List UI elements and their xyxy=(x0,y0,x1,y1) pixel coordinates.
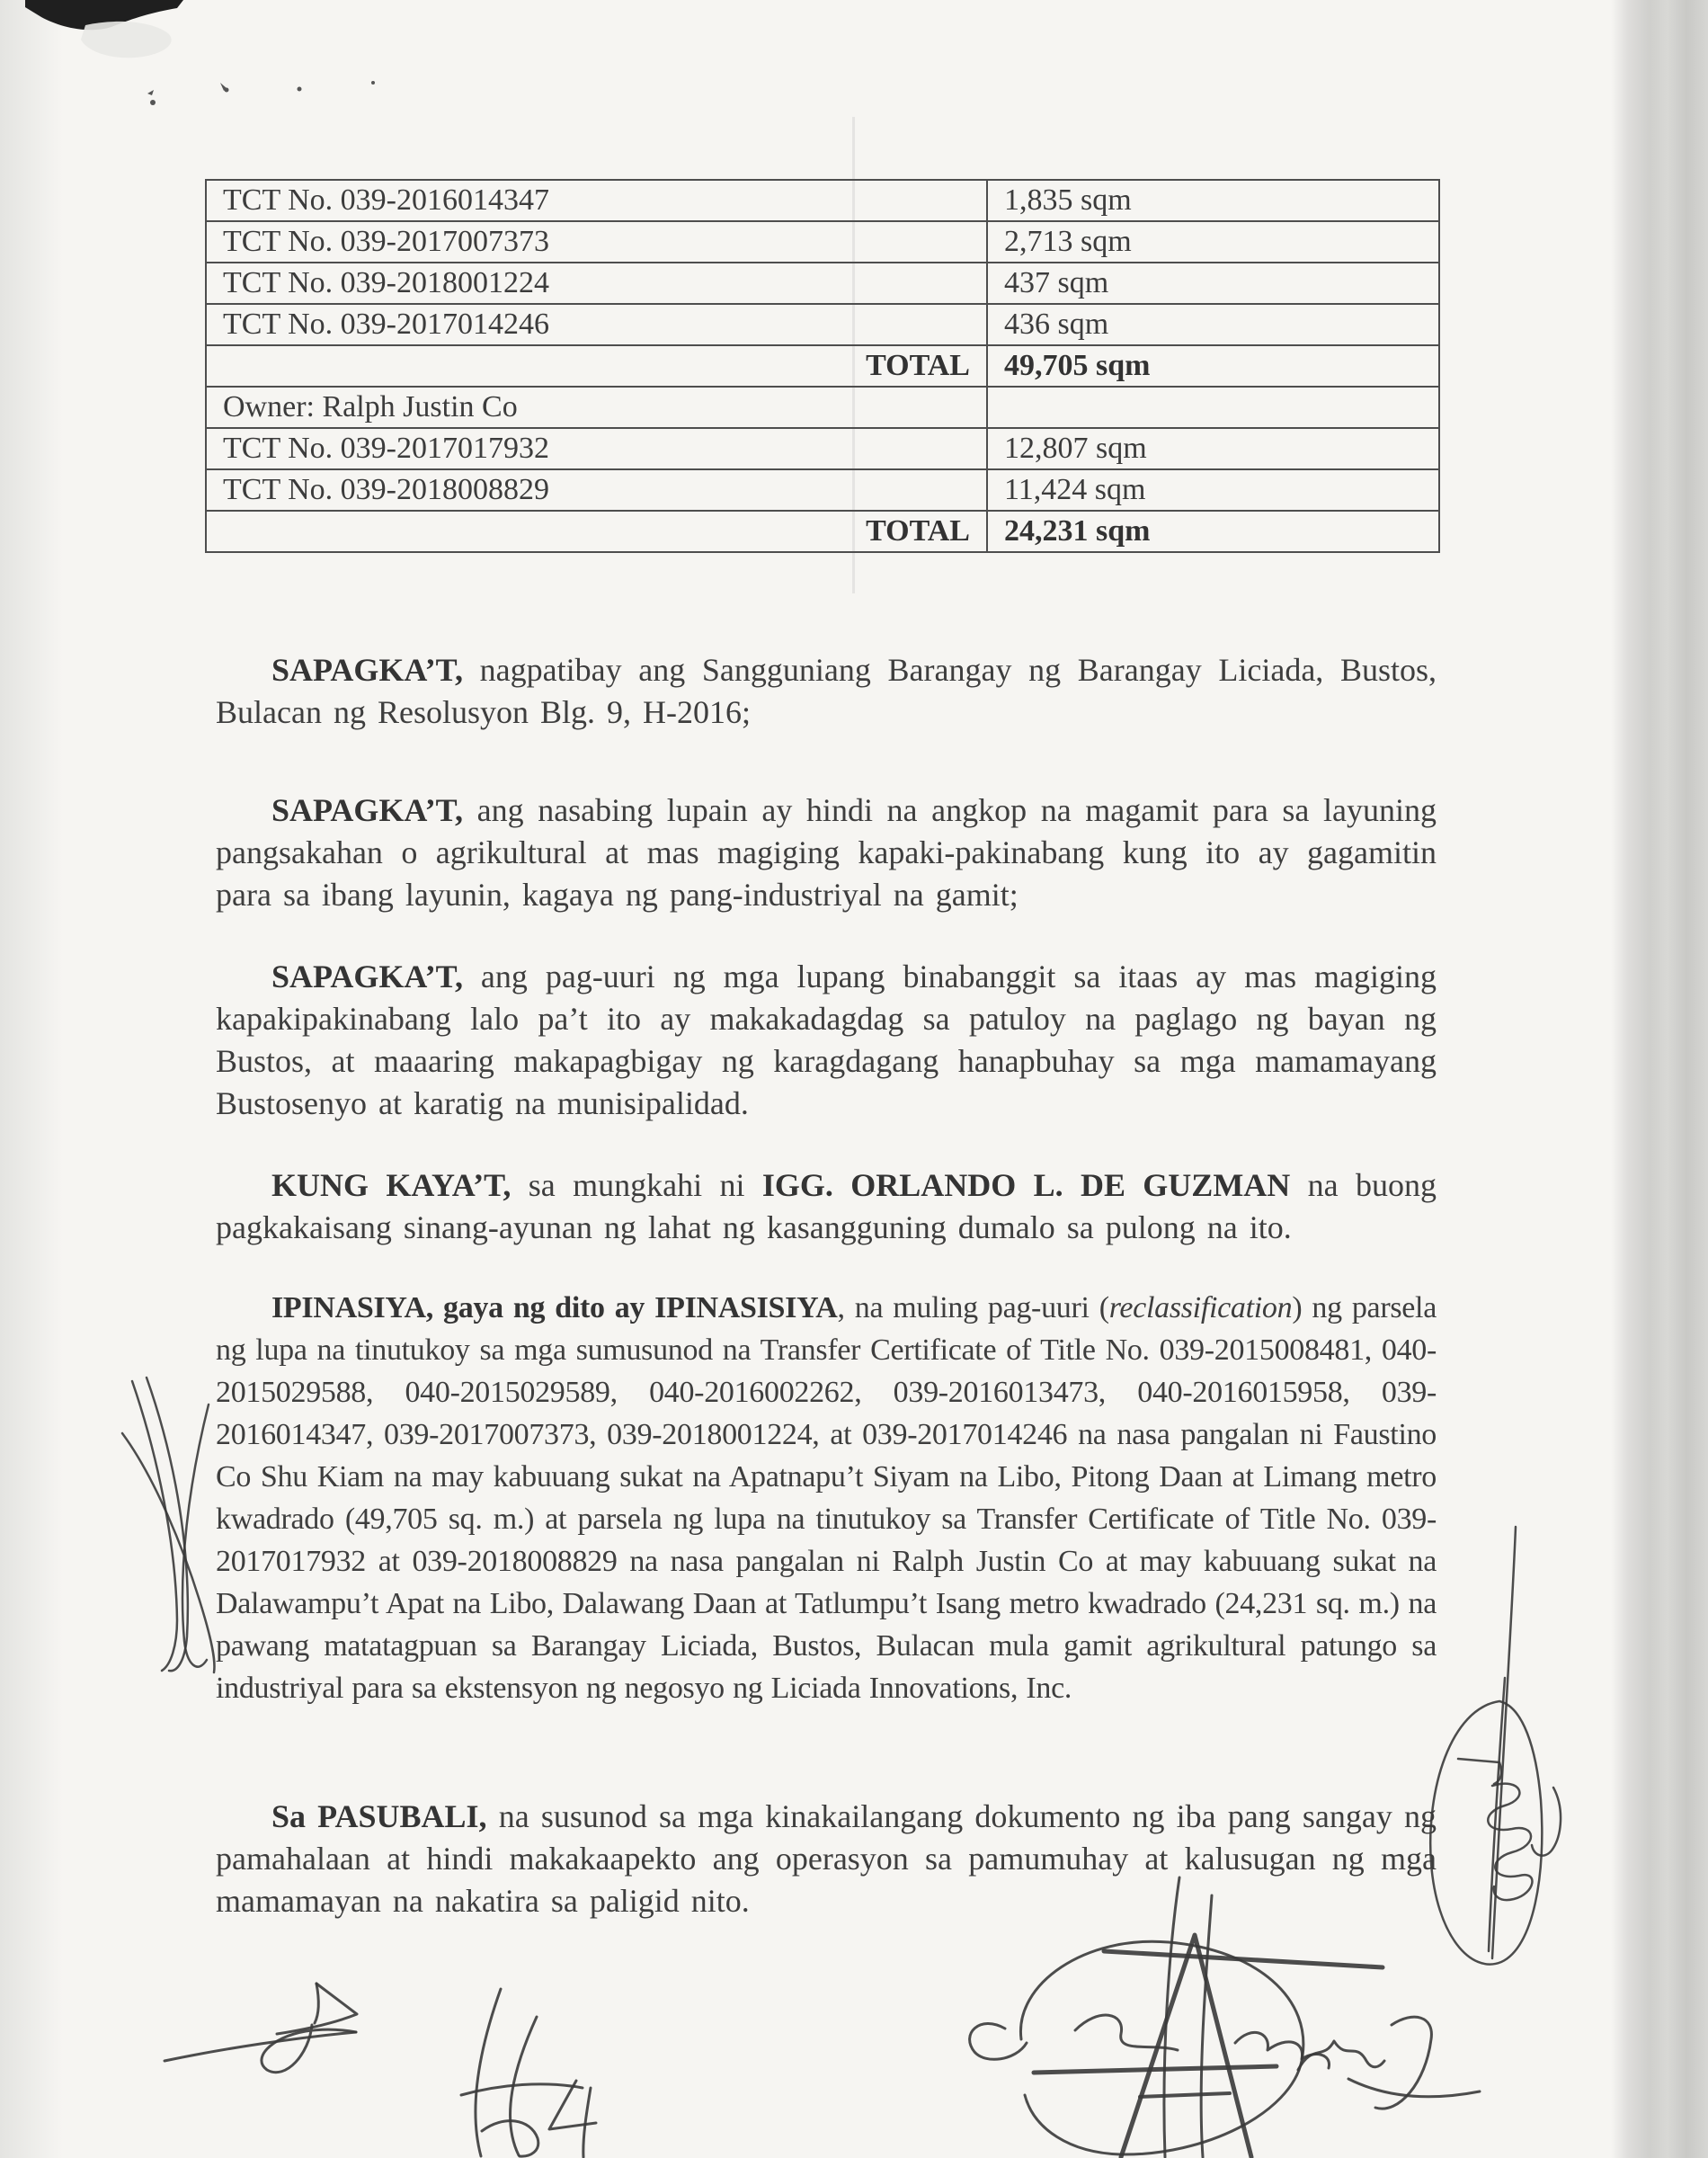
reclassification-italic: reclassification xyxy=(1108,1291,1293,1324)
area-cell: 12,807 sqm xyxy=(987,428,1439,469)
tct-cell: TCT No. 039-2018008829 xyxy=(206,469,987,511)
paragraph-whereas-1 xyxy=(216,649,1437,734)
area-cell xyxy=(987,387,1439,428)
area-cell: 2,713 sqm xyxy=(987,221,1439,263)
paragraph-lead-bold: SAPAGKA’T, xyxy=(271,792,463,828)
paragraph-text: nagpatibay ang Sangguniang Barangay ng Barangay Liciada, Bustos, Bulacan ng Resolusyon Blg. 9, H-2016; xyxy=(216,652,1437,730)
signature-tall-oval-right xyxy=(1430,1527,1561,1965)
paragraph-text: ) ng parsela ng lupa na tinutukoy sa mga sumusunod na Transfer Certificate of Title No. 039-2015008481, 040-2015029588, 040-2015029589, 040-2016002262, 039-2016013473, 040-2016015958, 039-2016014347, 039-2017007373, 039-2018001224, at 039-2017014246 na nasa pangalan ni Faustino Co Shu Kiam na may kabuuang sukat na Apatnapu’t Siyam na Libo, Pitong Daan at Limang metro kwadrado (49,705 sq. m.) at parsela ng lupa na tinutukoy sa Transfer Certificate of Title No. 039-2017017932 at 039-2018008829 na nasa pangalan ni Ralph Justin Co at may kabuuang sukat na Dalawampu’t Apat na Libo, Dalawang Daan at Tatlumpu’t Isang metro kwadrado (24,231 sq. m.) na pawang matatagpuan sa Barangay Liciada, Bustos, Bulacan mula gamit agrikultural patungo sa industriyal para sa ekstensyon ng negosyo ng Liciada Innovations, Inc. xyxy=(216,1291,1437,1705)
paragraph-text: ang pag-uuri ng mga lupang binabanggit sa itaas ay mas magiging kapakipakinabang lalo pa’t ito ay makakadagdag sa patuloy na paglago ng bayan ng Bustos, at maaaring makapagbigay ng karagdagang hanapbuhay sa mga mamamayang Bustosenyo at karatig na munisipalidad. xyxy=(216,959,1437,1121)
table-row xyxy=(206,469,1439,511)
table-owner-row xyxy=(206,387,1439,428)
land-titles-table xyxy=(205,179,1440,553)
signature-bottom-middle xyxy=(461,1989,596,2157)
paragraph-text: na susunod sa mga kinakailangang dokumento ng iba pang sangay ng pamahalaan at hindi makakaapekto ang operasyon sa pamumuhay at kalusugan ng mga mamamayan na nakatira sa paligid nito. xyxy=(216,1798,1437,1919)
corner-smudge xyxy=(81,22,172,58)
paragraph-ipinasiya xyxy=(216,1287,1437,1709)
paragraph-whereas-2 xyxy=(216,789,1437,916)
paragraph-kung-kayat xyxy=(216,1164,1437,1249)
table-row xyxy=(206,221,1439,263)
paragraph-lead-bold: KUNG KAYA’T, xyxy=(271,1167,512,1203)
paragraph-lead-bold: Sa PASUBALI, xyxy=(271,1798,487,1834)
area-cell: 1,835 sqm xyxy=(987,180,1439,221)
table-total-row xyxy=(206,511,1439,552)
paragraph-lead-bold: SAPAGKA’T, xyxy=(271,959,463,994)
tct-cell: TCT No. 039-2017014246 xyxy=(206,304,987,345)
scan-right-edge-band xyxy=(1611,0,1708,2158)
total-area-cell: 24,231 sqm xyxy=(987,511,1439,552)
signature-bottom-left xyxy=(165,1984,357,2073)
paragraph-text: sa mungkahi ni xyxy=(511,1167,762,1203)
paragraph-text: na buong pagkakaisang sinang-ayunan ng lahat ng kasangguning dumalo sa pulong na ito. xyxy=(216,1167,1437,1245)
paragraph-pasubali xyxy=(216,1796,1437,1922)
table-row xyxy=(206,263,1439,304)
signature-left-margin xyxy=(122,1378,215,1672)
total-label-cell: TOTAL xyxy=(206,345,987,387)
table-total-row xyxy=(206,345,1439,387)
paragraph-whereas-3 xyxy=(216,956,1437,1125)
scan-left-edge-shadow xyxy=(0,0,63,2158)
table-row xyxy=(206,428,1439,469)
tct-cell: TCT No. 039-2017017932 xyxy=(206,428,987,469)
table-row xyxy=(206,304,1439,345)
owner-cell: Owner: Ralph Justin Co xyxy=(206,387,987,428)
paragraph-text: , na muling pag-uuri ( xyxy=(837,1291,1109,1324)
total-label-cell: TOTAL xyxy=(206,511,987,552)
tct-cell: TCT No. 039-2016014347 xyxy=(206,180,987,221)
mover-name-bold: IGG. ORLANDO L. DE GUZMAN xyxy=(761,1167,1291,1203)
area-cell: 437 sqm xyxy=(987,263,1439,304)
paragraph-lead-bold: SAPAGKA’T, xyxy=(271,652,463,688)
area-cell: 436 sqm xyxy=(987,304,1439,345)
ink-specks xyxy=(147,81,375,105)
total-area-cell: 49,705 sqm xyxy=(987,345,1439,387)
table-row xyxy=(206,180,1439,221)
tct-cell: TCT No. 039-2018001224 xyxy=(206,263,987,304)
signature-small-right xyxy=(1298,2017,1480,2109)
tct-cell: TCT No. 039-2017007373 xyxy=(206,221,987,263)
area-cell: 11,424 sqm xyxy=(987,469,1439,511)
paragraph-text: ang nasabing lupain ay hindi na angkop na magamit para sa layuning pangsakahan o agrikultural at mas magiging kapaki-pakinabang kung ito ay gagamitin para sa ibang layunin, kagaya ng pang-industriyal na gamit; xyxy=(216,792,1437,913)
paragraph-lead-bold: IPINASIYA, gaya ng dito ay IPINASISIYA xyxy=(271,1291,838,1324)
